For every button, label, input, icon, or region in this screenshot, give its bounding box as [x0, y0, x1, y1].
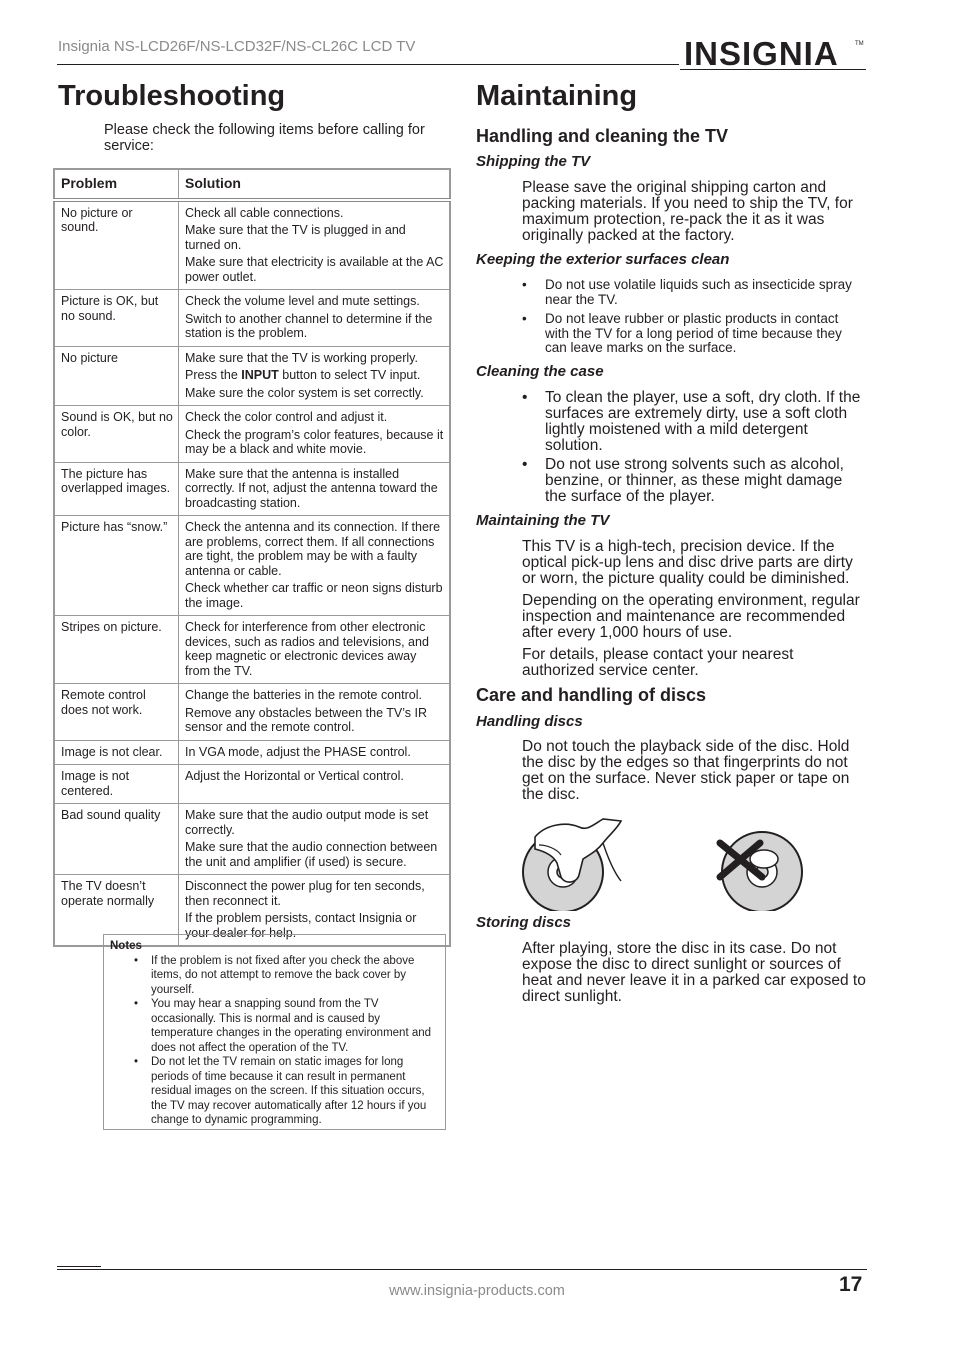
- note-item: • Do not let the TV remain on static images for long periods of time because it can result in permanent residual images on the screen. If this situation occurs, the TV may recover automatically after 12 hours if you change to dynamic programming.: [151, 1055, 437, 1128]
- solution-text: Check for interference from other electronic devices, such as radios and televisions, and keep magnetic or electronic devices away from the TV.: [185, 620, 429, 678]
- problem-cell: The picture has overlapped images.: [54, 462, 179, 516]
- paragraph: Do not touch the playback side of the disc. Hold the disc by the edges so that fingerprints do not get on the surface. Never stick paper or tape on the disc.: [522, 738, 850, 803]
- solution-cell: [179, 684, 451, 741]
- list-item: • Do not use volatile liquids such as insecticide spray near the TV.: [522, 278, 866, 307]
- problem-cell: Image is not clear.: [54, 740, 179, 765]
- solution-text: Make sure that the antenna is installed correctly. If not, adjust the antenna toward the broadcasting station.: [185, 466, 438, 510]
- solution-text: Make sure that the audio connection between the unit and amplifier (if used) is secure.: [185, 840, 438, 869]
- discs-heading: Care and handling of discs: [476, 685, 707, 705]
- solution-text: Remove any obstacles between the TV’s IR sensor and the remote control.: [185, 705, 428, 734]
- problem-cell: Image is not centered.: [54, 765, 179, 804]
- problem-cell: Bad sound quality: [54, 804, 179, 875]
- solution-text: Check whether car traffic or neon signs disturb the image.: [185, 581, 443, 610]
- page-number: 17: [839, 1273, 863, 1296]
- solution-text: Make sure that the audio output mode is set correctly.: [185, 808, 429, 837]
- solution-text: Make sure the color system is set correctly.: [185, 385, 424, 400]
- shipping-text: [522, 180, 866, 250]
- table-row: [54, 616, 450, 684]
- solution-cell: [179, 200, 451, 290]
- table-row: [54, 684, 450, 741]
- problem-cell: The TV doesn’t operate normally: [54, 875, 179, 947]
- solution-text: If the problem persists, contact Insignia or your dealer for help.: [185, 911, 417, 940]
- maintaining-tv-text: [522, 539, 866, 685]
- table-row: [54, 804, 450, 875]
- problem-cell: Picture is OK, but no sound.: [54, 290, 179, 347]
- column-header-solution: Solution: [179, 169, 451, 200]
- problem-cell: Remote control does not work.: [54, 684, 179, 741]
- paragraph: This TV is a high-tech, precision device. If the optical pick-up lens and disc drive parts are dirty or worn, the picture quality could be diminished.: [522, 538, 853, 587]
- solution-text: Make sure that the TV is plugged in and turned on.: [185, 223, 406, 252]
- solution-text: Check the color control and adjust it.: [185, 410, 388, 424]
- table-row: [54, 290, 450, 347]
- solution-text: Switch to another channel to determine if the station is the problem.: [185, 311, 433, 340]
- notes-title: Notes: [110, 940, 142, 952]
- solution-cell: [179, 406, 451, 463]
- table-row: [54, 406, 450, 463]
- solution-cell: [179, 346, 451, 406]
- paragraph: Depending on the operating environment, regular inspection and maintenance are recommended after every 1,000 hours of use.: [522, 592, 860, 641]
- solution-cell: [179, 616, 451, 684]
- problem-cell: Sound is OK, but no color.: [54, 406, 179, 463]
- troubleshooting-heading: Troubleshooting: [58, 80, 286, 112]
- table-row: [54, 346, 450, 406]
- handling-cleaning-heading: Handling and cleaning the TV: [476, 126, 729, 146]
- paragraph: For details, please contact your nearest authorized service center.: [522, 646, 794, 679]
- troubleshooting-intro: Please check the following items before calling for service:: [104, 122, 425, 154]
- incorrect-disc-handling-icon: [710, 815, 810, 911]
- note-item: • You may hear a snapping sound from the TV occasionally. This is normal and is caused by temperature changes in the operating environment and does not affect the operation of the TV.: [151, 997, 437, 1055]
- storing-discs-heading: Storing discs: [476, 914, 572, 931]
- solution-text: In VGA mode, adjust the PHASE control.: [185, 744, 411, 759]
- table-row: [54, 765, 450, 804]
- solution-text: Check all cable connections.: [185, 205, 344, 220]
- problem-cell: Stripes on picture.: [54, 616, 179, 684]
- column-header-problem: Problem: [54, 169, 179, 200]
- troubleshooting-table: [53, 168, 451, 947]
- notes-box: [103, 934, 446, 1130]
- solution-cell: [179, 290, 451, 347]
- maintaining-tv-heading: Maintaining the TV: [476, 512, 610, 529]
- solution-cell: [179, 462, 451, 516]
- table-row: [54, 462, 450, 516]
- maintaining-heading: Maintaining: [476, 80, 638, 112]
- solution-text: Check the program’s color features, because it may be a black and white movie.: [185, 427, 444, 456]
- header-rule: [57, 64, 679, 65]
- problem-cell: No picture or sound.: [54, 200, 179, 290]
- table-row: [54, 740, 450, 765]
- input-button-label: INPUT: [241, 368, 279, 382]
- handling-discs-text: [522, 739, 866, 809]
- problem-cell: Picture has “snow.”: [54, 516, 179, 616]
- cleaning-heading: Cleaning the case: [476, 363, 604, 380]
- solution-text: Adjust the Horizontal or Vertical control.: [185, 769, 404, 783]
- solution-text-post: button to select TV input.: [278, 368, 421, 382]
- correct-disc-handling-icon: [517, 815, 627, 911]
- solution-cell: [179, 804, 451, 875]
- paragraph: After playing, store the disc in its case. Do not expose the disc to direct sunlight or sources of heat and never leave it in a parked car exposed to direct sunlight.: [522, 940, 866, 1005]
- svg-text:TM: TM: [855, 41, 864, 47]
- handling-discs-heading: Handling discs: [476, 713, 583, 730]
- footer-url: www.insignia-products.com: [389, 1283, 565, 1299]
- solution-cell: [179, 516, 451, 616]
- solution-text: Make sure that the TV is working properly.: [185, 350, 418, 365]
- table-row: [54, 516, 450, 616]
- shipping-paragraph: Please save the original shipping carton and packing materials. If you need to ship the TV, for maximum protection, re-pack the it as it was originally packed at the factory.: [522, 179, 853, 244]
- footer-rule-accent: [57, 1266, 101, 1267]
- note-item: • If the problem is not fixed after you check the above items, do not attempt to remove the back cover by yourself.: [151, 954, 437, 998]
- list-item: • To clean the player, use a soft, dry cloth. If the surfaces are extremely dirty, use a soft cloth lightly moistened with a mild detergent solution.: [522, 390, 866, 454]
- cleaning-list: [522, 390, 866, 508]
- exterior-list: [522, 278, 866, 361]
- solution-cell: [179, 765, 451, 804]
- solution-cell: [179, 740, 451, 765]
- problem-cell: No picture: [54, 346, 179, 406]
- svg-text:INSIGNIA: INSIGNIA: [684, 36, 839, 70]
- solution-text: Disconnect the power plug for ten seconds, then reconnect it.: [185, 879, 425, 908]
- solution-text: Change the batteries in the remote control.: [185, 688, 422, 702]
- list-item: • Do not leave rubber or plastic products in contact with the TV for a long period of time because they can leave marks on the surface.: [522, 312, 866, 356]
- list-item: • Do not use strong solvents such as alcohol, benzine, or thinner, as these might damage the surface of the player.: [522, 457, 866, 505]
- notes-list: [110, 954, 437, 1128]
- shipping-heading: Shipping the TV: [476, 153, 591, 170]
- exterior-heading: Keeping the exterior surfaces clean: [476, 251, 730, 268]
- solution-text: [185, 368, 444, 383]
- insignia-logo: [684, 36, 866, 70]
- table-row: [54, 200, 450, 290]
- solution-text: Check the antenna and its connection. If there are problems, correct them. If all connections are tight, the problem may be with a faulty antenna or cable.: [185, 520, 441, 578]
- solution-text-pre: Press the: [185, 368, 242, 382]
- footer-rule: [57, 1269, 867, 1270]
- storing-discs-text: [522, 941, 866, 1011]
- solution-text: Check the volume level and mute settings.: [185, 294, 420, 308]
- header-title: Insignia NS-LCD26F/NS-LCD32F/NS-CL26C LCD TV: [58, 38, 416, 55]
- solution-text: Make sure that electricity is available at the AC power outlet.: [185, 255, 444, 284]
- table-header-row: [54, 169, 450, 200]
